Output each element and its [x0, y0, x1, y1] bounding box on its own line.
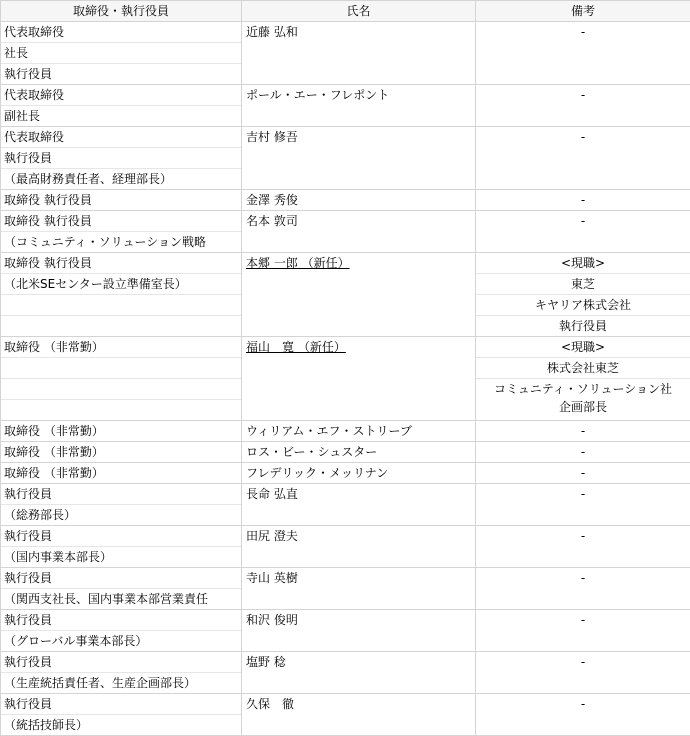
table-row [1, 652, 690, 694]
name-cell [242, 652, 476, 694]
note-line: - [476, 463, 690, 483]
note-line: 東芝 [476, 274, 690, 295]
role-line: 取締役 執行役員 [1, 190, 241, 210]
officer-name: 吉村 修吾 [246, 130, 298, 144]
note-cell [476, 526, 690, 568]
header-row [1, 1, 690, 22]
note-cell [476, 610, 690, 652]
note-line: キヤリア株式会社 [476, 295, 690, 316]
table-row [1, 568, 690, 610]
role-line: （生産統括責任者、生産企画部長） [1, 673, 241, 693]
table-body [1, 22, 690, 736]
note-line: 株式会社東芝 [476, 358, 690, 379]
officer-name: 塩野 稔 [246, 655, 286, 669]
table-row [1, 127, 690, 190]
role-cell [1, 337, 242, 421]
officer-name: 名本 敦司 [246, 214, 298, 228]
name-cell [242, 421, 476, 442]
role-line: （グローバル事業本部長） [1, 631, 241, 651]
note-cell [476, 211, 690, 253]
role-line: 代表取締役 [1, 22, 241, 43]
note-line: - [476, 652, 690, 672]
role-line: 執行役員 [1, 64, 241, 84]
name-cell [242, 568, 476, 610]
table-row [1, 484, 690, 526]
role-line: 取締役 （非常勤） [1, 463, 241, 483]
role-line: （総務部長） [1, 505, 241, 525]
role-cell [1, 484, 242, 526]
name-cell [242, 211, 476, 253]
note-cell [476, 190, 690, 211]
role-line: （関西支社長、国内事業本部営業責任 [1, 589, 241, 609]
officer-name: ポール・エー・フレポント [246, 88, 389, 102]
note-line: コミュニティ・ソリューション社 企画部長 [476, 379, 690, 417]
role-line: 執行役員 [1, 694, 241, 715]
name-cell [242, 22, 476, 85]
table-row [1, 610, 690, 652]
name-cell [242, 442, 476, 463]
table-row [1, 442, 690, 463]
name-cell [242, 694, 476, 736]
header-role: 取締役・執行役員 [1, 1, 242, 22]
role-line: 執行役員 [1, 610, 241, 631]
role-line: （北米SEセンター設立準備室長） [1, 274, 241, 295]
name-cell [242, 85, 476, 127]
role-line: 取締役 執行役員 [1, 211, 241, 232]
table-row [1, 421, 690, 442]
note-line: - [476, 190, 690, 210]
name-cell [242, 337, 476, 421]
role-cell [1, 442, 242, 463]
role-line: 副社長 [1, 106, 241, 126]
note-line: - [476, 568, 690, 588]
role-line [1, 295, 241, 316]
table-row [1, 85, 690, 127]
note-line: - [476, 610, 690, 630]
role-cell [1, 85, 242, 127]
officer-name: フレデリック・メッリナン [246, 466, 388, 480]
note-cell [476, 652, 690, 694]
note-cell [476, 421, 690, 442]
note-cell [476, 694, 690, 736]
role-line: （国内事業本部長） [1, 547, 241, 567]
note-line: - [476, 526, 690, 546]
role-line: 取締役 執行役員 [1, 253, 241, 274]
role-cell [1, 694, 242, 736]
table-row [1, 694, 690, 736]
header-note: 備考 [476, 1, 690, 22]
role-line [1, 358, 241, 379]
officer-name: 田尻 澄夫 [246, 529, 298, 543]
role-line: 代表取締役 [1, 85, 241, 106]
name-cell [242, 190, 476, 211]
table-row [1, 22, 690, 85]
role-line: 執行役員 [1, 526, 241, 547]
role-line: 執行役員 [1, 148, 241, 169]
role-line [1, 379, 241, 400]
note-line: - [476, 421, 690, 441]
role-cell [1, 190, 242, 211]
officer-name: 本郷 一郎 （新任） [246, 256, 350, 270]
note-line: - [476, 127, 690, 147]
officer-name: 和沢 俊明 [246, 613, 298, 627]
note-line: <現職> [476, 337, 690, 358]
note-cell [476, 484, 690, 526]
note-line: <現職> [476, 253, 690, 274]
note-cell [476, 337, 690, 421]
name-cell [242, 253, 476, 337]
officer-name: 久保 徹 [246, 697, 294, 711]
role-line: 取締役 （非常勤） [1, 337, 241, 358]
role-cell [1, 421, 242, 442]
table-row [1, 253, 690, 337]
role-line [1, 400, 241, 420]
name-cell [242, 526, 476, 568]
header-name: 氏名 [242, 1, 476, 22]
note-cell [476, 85, 690, 127]
officer-name: ロス・ビー・シュスター [246, 445, 377, 459]
note-cell [476, 463, 690, 484]
note-cell [476, 253, 690, 337]
role-cell [1, 253, 242, 337]
role-line: 代表取締役 [1, 127, 241, 148]
role-line: 執行役員 [1, 652, 241, 673]
table-row [1, 211, 690, 253]
note-line: - [476, 211, 690, 231]
role-line: 執行役員 [1, 568, 241, 589]
name-cell [242, 127, 476, 190]
officer-name: 近藤 弘和 [246, 25, 298, 39]
table-row [1, 337, 690, 421]
note-line: - [476, 22, 690, 42]
role-cell [1, 463, 242, 484]
note-cell [476, 22, 690, 85]
role-cell [1, 211, 242, 253]
role-cell [1, 526, 242, 568]
name-cell [242, 463, 476, 484]
officer-name: 福山 寛 （新任） [246, 340, 346, 354]
note-cell [476, 442, 690, 463]
note-line: - [476, 484, 690, 504]
table-row [1, 463, 690, 484]
note-line: - [476, 442, 690, 462]
officer-name: 寺山 英樹 [246, 571, 298, 585]
note-cell [476, 127, 690, 190]
role-line: （統括技師長） [1, 715, 241, 735]
officer-name: 長命 弘直 [246, 487, 298, 501]
note-line: - [476, 85, 690, 105]
note-line: - [476, 694, 690, 714]
role-line [1, 316, 241, 336]
name-cell [242, 484, 476, 526]
table-row [1, 526, 690, 568]
role-cell [1, 568, 242, 610]
officer-name: ウィリアム・エフ・ストリーブ [246, 424, 412, 438]
role-line: 社長 [1, 43, 241, 64]
officer-name: 金澤 秀俊 [246, 193, 298, 207]
role-cell [1, 652, 242, 694]
role-cell [1, 610, 242, 652]
name-cell [242, 610, 476, 652]
note-line: 執行役員 [476, 316, 690, 336]
role-line: 執行役員 [1, 484, 241, 505]
role-line: 取締役 （非常勤） [1, 421, 241, 441]
role-line: （コミュニティ・ソリューション戦略 [1, 232, 241, 252]
role-cell [1, 127, 242, 190]
role-cell [1, 22, 242, 85]
table-row [1, 190, 690, 211]
note-cell [476, 568, 690, 610]
role-line: 取締役 （非常勤） [1, 442, 241, 462]
role-line: （最高財務責任者、経理部長） [1, 169, 241, 189]
